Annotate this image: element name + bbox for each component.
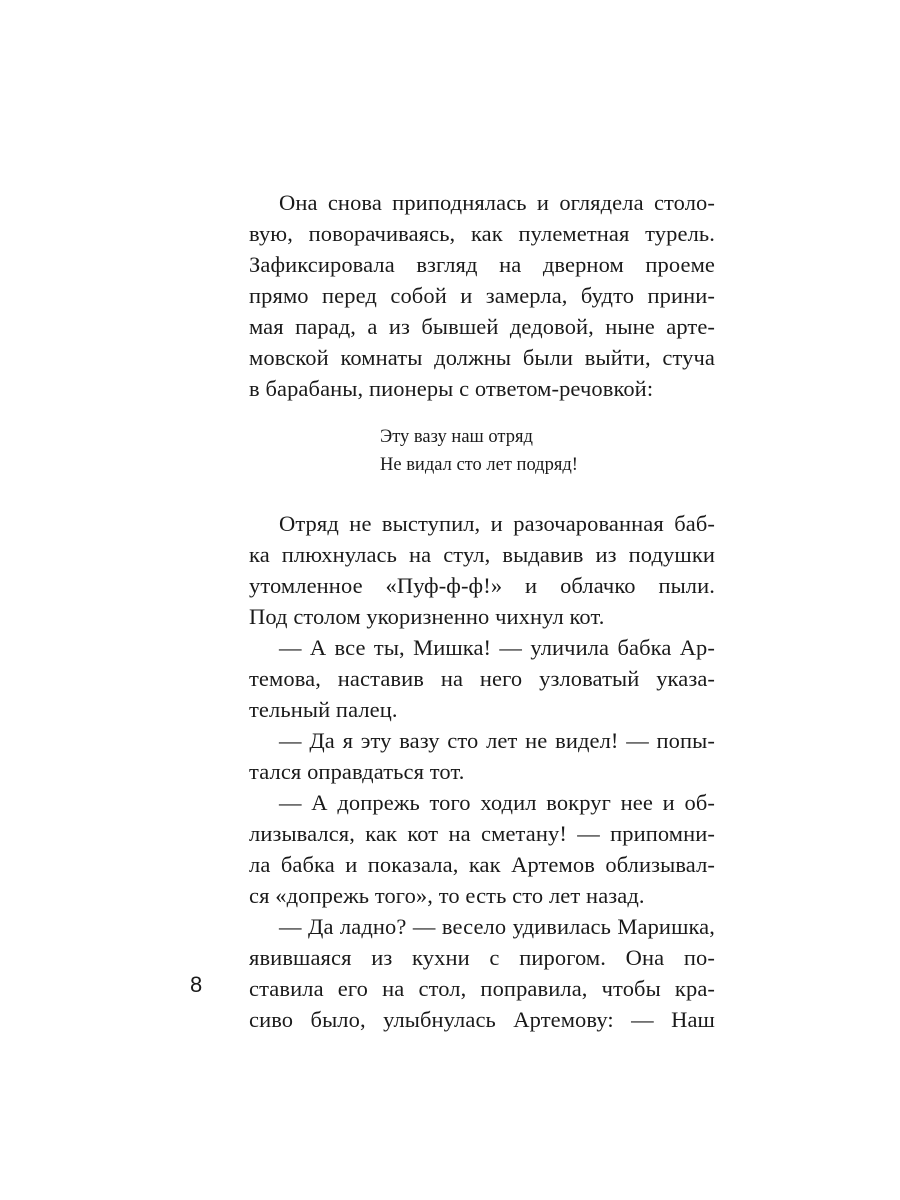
text-line: ка плюхнулась на стул, выдавив из подушки: [249, 542, 715, 567]
text-line: явившаяся из кухни с пирогом. Она по-: [249, 945, 715, 970]
text-line: темова, наставив на него узловатый указа-: [249, 666, 715, 691]
text-line: в барабаны, пионеры с ответом-речовкой:: [249, 376, 654, 401]
text-line: лизывался, как кот на сметану! — припомни-: [249, 821, 715, 846]
text-line: тельный палец.: [249, 697, 398, 722]
text-line: Под столом укоризненно чихнул кот.: [249, 604, 605, 629]
text-line: — А все ты, Мишка! — уличила бабка Ар-: [279, 635, 715, 660]
text-line: — А допрежь того ходил вокруг нее и об-: [279, 790, 715, 815]
text-line: ла бабка и показала, как Артемов облизывал-: [249, 852, 715, 877]
text-line: вую, поворачиваясь, как пулеметная турель.: [249, 221, 715, 246]
verse-line: Не видал сто лет подряд!: [380, 455, 578, 475]
text-line: — Да я эту вазу сто лет не видел! — попы-: [279, 728, 715, 753]
paragraph-2: [249, 508, 715, 1035]
text-line: Она снова приподнялась и оглядела столо-: [279, 190, 715, 215]
text-line: мая парад, а из бывшей дедовой, ныне арте-: [249, 314, 715, 339]
text-line: Зафиксировала взгляд на дверном проеме: [249, 252, 715, 277]
text-line: мовской комнаты должны были выйти, стуча: [249, 345, 715, 370]
verse-line: Эту вазу наш отряд: [380, 427, 533, 447]
paragraph-1: [249, 187, 715, 404]
text-line: — Да ладно? — весело удивилась Маришка,: [279, 914, 715, 939]
text-line: тался оправдаться тот.: [249, 759, 465, 784]
text-line: ставила его на стол, поправила, чтобы кра-: [249, 976, 715, 1001]
text-line: прямо перед собой и замерла, будто прини-: [249, 283, 715, 308]
text-line: ся «допрежь того», то есть сто лет назад.: [249, 883, 645, 908]
text-line: сиво было, улыбнулась Артемову: — Наш: [249, 1007, 715, 1032]
text-line: утомленное «Пуф-ф-ф!» и облачко пыли.: [249, 573, 715, 598]
text-line: Отряд не выступил, и разочарованная баб-: [279, 511, 715, 536]
page-number: 8: [190, 972, 203, 997]
verse-quote: [380, 423, 700, 479]
